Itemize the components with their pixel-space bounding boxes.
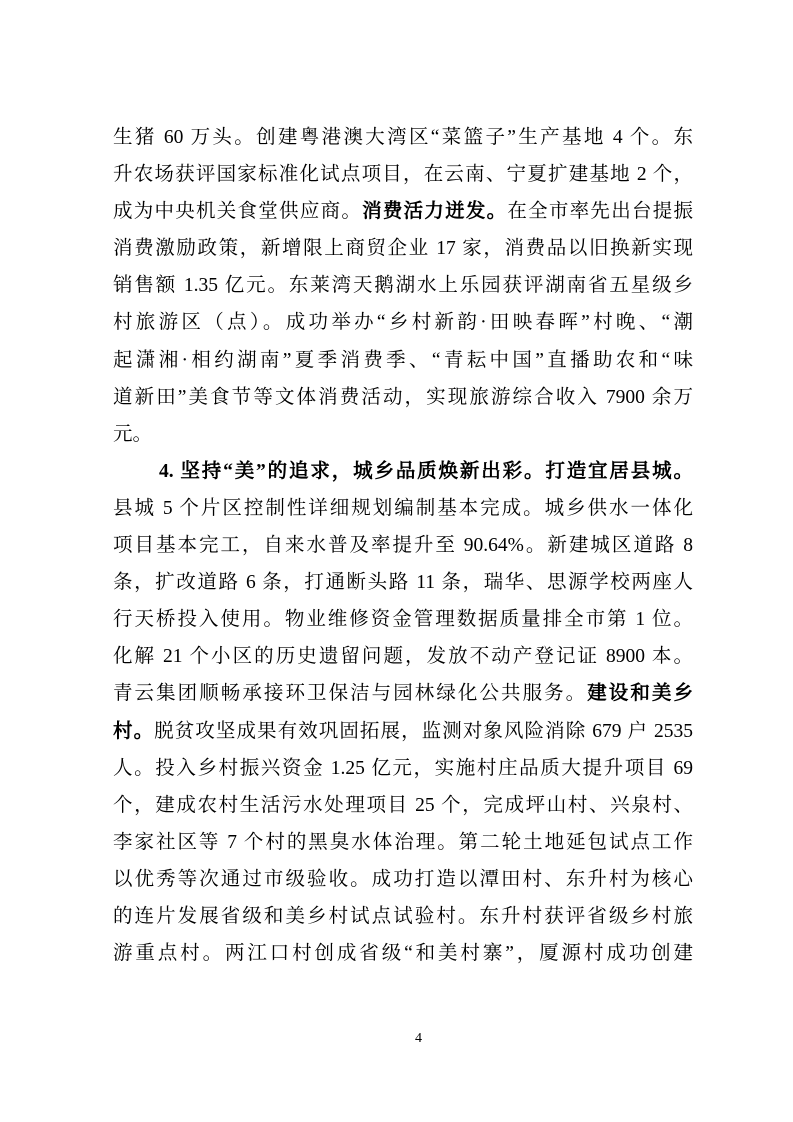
text-run: 项目基本完工，自来水普及率提升至 90.64%。新建城区道路 8 [113,535,693,557]
text-line [113,638,693,675]
text-line [113,379,693,416]
text-line [113,119,693,156]
text-line [113,527,693,564]
text-run: 化解 21 个小区的历史遗留问题，发放不动产登记证 8900 本。 [113,646,693,668]
text-run: 消费激励政策，新增限上商贸企业 17 家，消费品以旧换新实现 [113,238,693,260]
text-line [113,824,693,861]
bold-text-run: 村。 [113,720,155,742]
text-run: 销售额 1.35 亿元。东莱湾天鹅湖水上乐园获评湖南省五星级乡 [113,275,693,297]
bold-text-run: 4. 坚持“美”的追求，城乡品质焕新出彩。打造宜居县城。 [159,460,693,482]
text-run: 升农场获评国家标准化试点项目，在云南、宁夏扩建基地 2 个， [113,164,693,186]
text-run: 脱贫攻坚成果有效巩固拓展，监测对象风险消除 679 户 2535 [154,720,693,742]
text-line [113,193,693,230]
text-run: 游重点村。两江口村创成省级“和美村寨”，厦源村成功创建 [113,943,693,965]
text-line [113,713,693,750]
bold-text-run: 建设和美乡 [587,683,693,705]
text-line [113,267,693,304]
page-number: 4 [415,1031,422,1046]
text-line [113,156,693,193]
text-run: 李家社区等 7 个村的黑臭水体治理。第二轮土地延包试点工作 [113,831,693,853]
text-run: 以优秀等次通过市级验收。成功打造以潭田村、东升村为核心 [113,868,693,890]
text-line [113,898,693,935]
text-line [113,342,693,379]
text-run: 的连片发展省级和美乡村试点试验村。东升村获评省级乡村旅 [113,905,693,927]
text-run: 个，建成农村生活污水处理项目 25 个，完成坪山村、兴泉村、 [113,794,693,816]
text-line [113,935,693,972]
text-line [113,490,693,527]
text-line [113,675,693,712]
text-run: 青云集团顺畅承接环卫保洁与园林绿化公共服务。 [113,683,588,705]
text-line [113,787,693,824]
text-run: 人。投入乡村振兴资金 1.25 亿元，实施村庄品质大提升项目 69 [113,757,693,779]
text-run: 元。 [113,423,153,445]
document-text [113,119,693,972]
text-run: 成为中央机关食堂供应商。 [113,201,363,223]
text-run: 行天桥投入使用。物业维修资金管理数据质量排全市第 1 位。 [113,609,693,631]
text-line [113,861,693,898]
text-line [113,416,693,453]
text-line [113,564,693,601]
text-run: 起潇湘·相约湖南”夏季消费季、“青耘中国”直播助农和“味 [113,349,693,371]
text-line [113,750,693,787]
text-run: 道新田”美食节等文体消费活动，实现旅游综合收入 7900 余万 [113,386,693,408]
text-run: 在全市率先出台提振 [507,201,693,223]
text-line [113,230,693,267]
text-run: 条，扩改道路 6 条，打通断头路 11 条，瑞华、思源学校两座人 [113,572,693,594]
text-line [113,601,693,638]
text-line [113,304,693,341]
text-run: 村旅游区（点）。成功举办“乡村新韵·田映春晖”村晚、“潮 [113,312,693,334]
text-run: 生猪 60 万头。创建粤港澳大湾区“菜篮子”生产基地 4 个。东 [113,127,693,148]
text-run: 县城 5 个片区控制性详细规划编制基本完成。城乡供水一体化 [113,497,693,519]
text-line [113,453,693,490]
bold-text-run: 消费活力迸发。 [362,201,508,223]
